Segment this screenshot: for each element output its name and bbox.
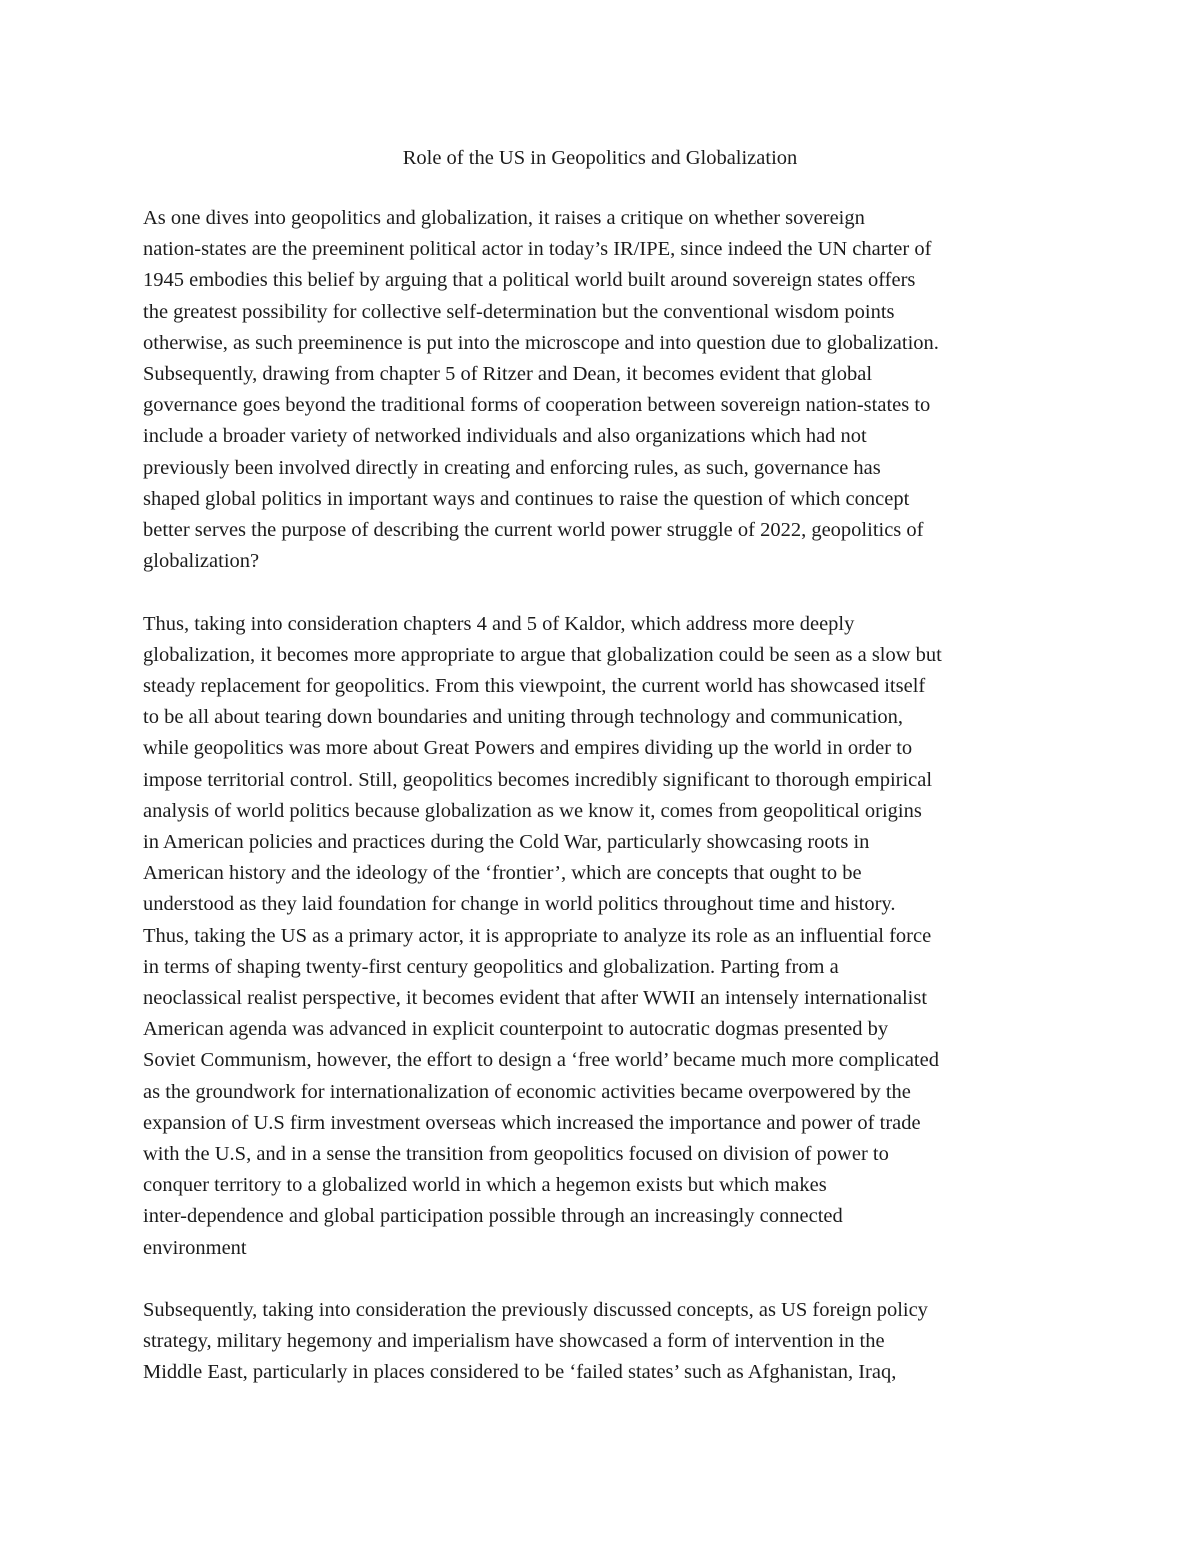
text-line: Middle East, particularly in places considered to be ‘failed states’ such as Afghanistan, Iraq, <box>143 1361 897 1384</box>
text-line: expansion of U.S firm investment overseas which increased the importance and power of trade <box>143 1111 921 1134</box>
text-line: Thus, taking into consideration chapters 4 and 5 of Kaldor, which address more deeply <box>143 612 855 635</box>
document-body <box>143 203 1083 1389</box>
text-line: nation-states are the preeminent political actor in today’s IR/IPE, since indeed the UN charter of <box>143 238 932 261</box>
text-line: As one dives into geopolitics and globalization, it raises a critique on whether sovereign <box>143 207 865 229</box>
text-line: include a broader variety of networked individuals and also organizations which had not <box>143 425 867 448</box>
text-line: while geopolitics was more about Great Powers and empires dividing up the world in order to <box>143 737 913 760</box>
text-line: as the groundwork for internationalization of economic activities became overpowered by the <box>143 1080 911 1103</box>
paragraph-spacer <box>143 1264 1083 1295</box>
text-line: Soviet Communism, however, the effort to design a ‘free world’ became much more complicated <box>143 1049 939 1072</box>
text-line: in American policies and practices during the Cold War, particularly showcasing roots in <box>143 831 870 854</box>
text-line: impose territorial control. Still, geopolitics becomes incredibly significant to thorough empirical <box>143 768 933 791</box>
text-line: analysis of world politics because globalization as we know it, comes from geopolitical origins <box>143 799 922 822</box>
text-line: shaped global politics in important ways and continues to raise the question of which concept <box>143 487 910 510</box>
text-line: environment <box>143 1236 247 1259</box>
text-line: conquer territory to a globalized world in which a hegemon exists but which makes <box>143 1174 827 1197</box>
text-line: American history and the ideology of the ‘frontier’, which are concepts that ought to be <box>143 862 862 885</box>
text-line: neoclassical realist perspective, it becomes evident that after WWII an intensely internationalist <box>143 987 928 1010</box>
text-line: Subsequently, drawing from chapter 5 of Ritzer and Dean, it becomes evident that global <box>143 363 873 386</box>
text-line: to be all about tearing down boundaries and uniting through technology and communication, <box>143 706 904 729</box>
text-line: understood as they laid foundation for change in world politics throughout time and history. <box>143 893 896 916</box>
text-line: with the U.S, and in a sense the transition from geopolitics focused on division of power to <box>143 1143 889 1166</box>
text-line: 1945 embodies this belief by arguing that a political world built around sovereign states offers <box>143 269 916 292</box>
paragraph-3 <box>143 1295 1083 1389</box>
text-line: governance goes beyond the traditional forms of cooperation between sovereign nation-states to <box>143 394 931 417</box>
text-line: steady replacement for geopolitics. From this viewpoint, the current world has showcased itself <box>143 675 926 698</box>
paragraph-spacer <box>143 577 1083 608</box>
text-line: strategy, military hegemony and imperialism have showcased a form of intervention in the <box>143 1330 885 1353</box>
text-line: inter-dependence and global participation possible through an increasingly connected <box>143 1205 843 1228</box>
text-line: American agenda was advanced in explicit counterpoint to autocratic dogmas presented by <box>143 1018 889 1041</box>
text-line: the greatest possibility for collective self-determination but the conventional wisdom points <box>143 300 895 323</box>
paragraph-2 <box>143 609 1083 1264</box>
text-line: Subsequently, taking into consideration the previously discussed concepts, as US foreign policy <box>143 1299 928 1322</box>
text-line: globalization, it becomes more appropriate to argue that globalization could be seen as a slow but <box>143 643 942 666</box>
text-line: Thus, taking the US as a primary actor, it is appropriate to analyze its role as an influential force <box>143 924 932 947</box>
text-line: globalization? <box>143 550 260 573</box>
text-line: previously been involved directly in creating and enforcing rules, as such, governance has <box>143 456 881 479</box>
paragraph-1 <box>143 203 1083 577</box>
document-title: Role of the US in Geopolitics and Globalization <box>402 147 798 169</box>
text-line: otherwise, as such preeminence is put into the microscope and into question due to globalization. <box>143 331 939 354</box>
text-line: better serves the purpose of describing the current world power struggle of 2022, geopolitics of <box>143 519 924 542</box>
text-line: in terms of shaping twenty-first century geopolitics and globalization. Parting from a <box>143 955 839 978</box>
